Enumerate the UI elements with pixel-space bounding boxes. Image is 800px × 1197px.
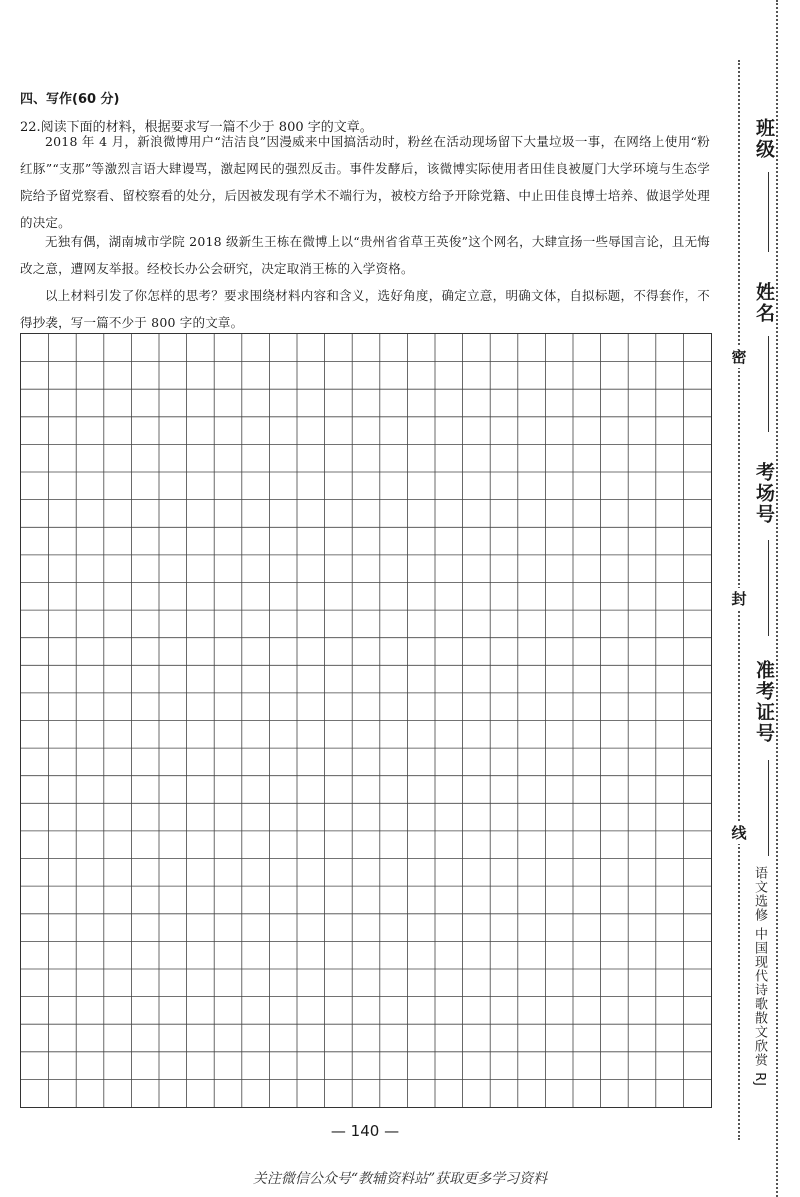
- seal-mark-mi: 密: [728, 346, 750, 368]
- field-line-name[interactable]: [768, 336, 769, 432]
- binding-dotted-line-outer: [776, 0, 778, 1197]
- section-title: 四、写作(60 分): [20, 92, 120, 107]
- book-title: 语文选修 中国现代诗歌散文欣赏 RJ: [752, 866, 767, 1088]
- material-paragraph-2: 无独有偶，湖南城市学院 2018 级新生王栋在微博上以“贵州省省草王英俊”这个网名，大肆宣扬一些辱国言论，且无悔改之意，遭网友举报。经校长办公会研究，决定取消王栋的入学资格。: [20, 234, 710, 276]
- question-stem: 22.阅读下面的材料，根据要求写一篇不少于 800 字的文章。: [20, 120, 373, 135]
- field-label-exam-room: 考场号: [753, 462, 775, 525]
- footer-note: 关注微信公众号“教辅资料站”获取更多学习资料: [252, 1171, 548, 1187]
- seal-mark-feng: 封: [728, 588, 750, 610]
- composition-answer-grid[interactable]: [20, 333, 712, 1108]
- field-line-exam-room[interactable]: [768, 540, 769, 636]
- field-line-class[interactable]: [768, 172, 769, 252]
- material-paragraph-1: 2018 年 4 月，新浪微博用户“洁洁良”因漫威来中国搞活动时，粉丝在活动现场留下大量垃圾一事，在网络上使用“粉红豚”“支那”等激烈言语大肆谩骂，激起网民的强烈反击。事件发酵后，该微博实际使用者田佳良被厦门大学环境与生态学院给予留党察看、留校察看的处分，后因被发现有学术不端行为，被校方给予开除党籍、中止田佳良博士培养、做退学处理的决定。: [20, 134, 710, 230]
- writing-requirements: 以上材料引发了你怎样的思考？要求围绕材料内容和含义，选好角度，确定立意，明确文体，自拟标题，不得套作，不得抄袭，写一篇不少于 800 字的文章。: [20, 288, 710, 330]
- field-label-class: 班级: [753, 118, 775, 160]
- seal-mark-xian: 线: [728, 822, 750, 844]
- page-number: — 140 —: [330, 1122, 400, 1140]
- field-label-name: 姓名: [753, 282, 775, 324]
- field-label-ticket-number: 准考证号: [753, 660, 775, 744]
- grid-lines: [21, 334, 711, 1107]
- field-line-ticket-number[interactable]: [768, 760, 769, 856]
